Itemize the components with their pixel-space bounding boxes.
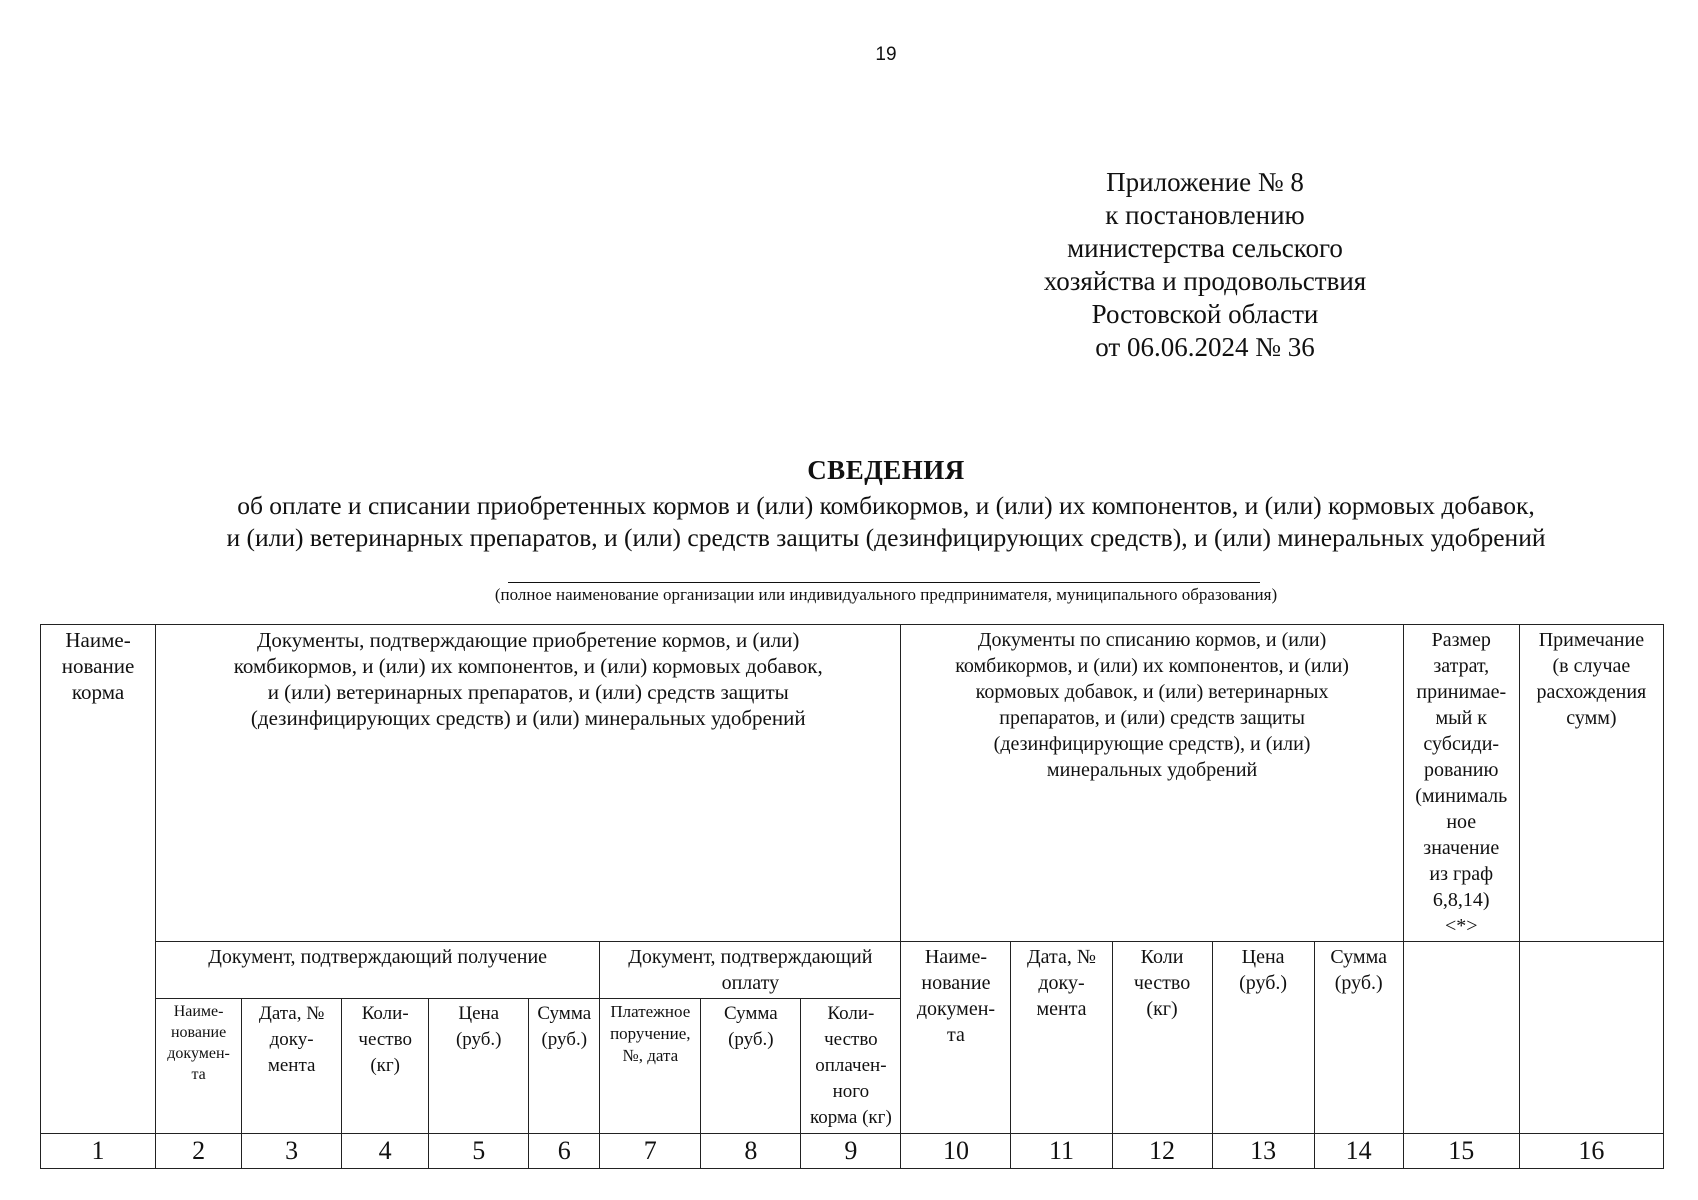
column-number: 3 [242,1134,342,1169]
header-writeoff-quantity: Коли чество (кг) [1112,942,1212,1134]
column-number: 8 [701,1134,801,1169]
header-writeoff-doc-date: Дата, № доку- мента [1011,942,1112,1134]
appendix-block [1010,166,1400,364]
appendix-line: от 06.06.2024 № 36 [1095,332,1315,362]
column-number: 14 [1314,1134,1403,1169]
column-number: 2 [156,1134,242,1169]
header-payment-order: Платежное поручение, №, дата [600,999,701,1134]
appendix-line: Приложение № 8 [1106,167,1304,197]
header-empty-cell [1403,942,1519,1134]
column-number: 15 [1403,1134,1519,1169]
document-subtitle [0,490,1698,554]
subtitle-line-1: об оплате и списании приобретенных кормов и (или) комбикормов, и (или) их компонентов, и (или) кормовых добавок, [237,491,1535,520]
document-title: СВЕДЕНИЯ [807,455,965,485]
header-empty-cell [1519,942,1663,1134]
header-writeoff-documents: Документы по списанию кормов, и (или) комбикормов, и (или) их компонентов, и (или) кормовых добавок, и (или) ветеринарных препаратов, и (или) средств защиты (дезинфицирующие средств), и (или) минеральных удобрений [901,625,1403,942]
report-table [40,624,1664,1169]
column-number: 10 [901,1134,1011,1169]
header-note: Примечание (в случае расхождения сумм) [1519,625,1663,942]
header-feed-name: Наиме- нование корма [41,625,156,1134]
column-number: 4 [342,1134,429,1169]
header-receipt-quantity: Коли- чество (кг) [342,999,429,1134]
column-number: 5 [429,1134,529,1169]
header-receipt-price: Цена (руб.) [429,999,529,1134]
page-number: 19 [875,44,897,65]
header-receipt-doc-date: Дата, № доку- мента [242,999,342,1134]
header-receipt-document: Документ, подтверждающий получение [156,942,600,999]
column-number: 11 [1011,1134,1112,1169]
header-purchase-documents: Документы, подтверждающие приобретение кормов, и (или) комбикормов, и (или) их компонентов, и (или) кормовых добавок, и (или) ветеринарных препаратов, и (или) средств защиты (дезинфицирующих средств) и (или) минеральных удобрений [156,625,901,942]
header-receipt-sum: Сумма (руб.) [529,999,600,1134]
column-number: 7 [600,1134,701,1169]
appendix-line: Ростовской области [1091,299,1319,329]
column-number: 9 [801,1134,901,1169]
column-number: 13 [1212,1134,1314,1169]
organization-name-caption: (полное наименование организации или индивидуального предпринимателя, муниципального образования) [494,585,1278,604]
appendix-line: к постановлению [1105,200,1305,230]
header-subsidy-costs: Размер затрат, принимае- мый к субсиди- рованию (минималь ное значение из граф 6,8,14) <*> [1403,625,1519,942]
column-number: 12 [1112,1134,1212,1169]
header-payment-document: Документ, подтверждающий оплату [600,942,901,999]
appendix-line: министерства сельского [1067,233,1343,263]
appendix-line: хозяйства и продовольствия [1043,266,1367,296]
header-paid-quantity: Коли- чество оплачен- ного корма (кг) [801,999,901,1134]
subtitle-line-2: и (или) ветеринарных препаратов, и (или) средств защиты (дезинфицирующих средств), и (или) минеральных удобрений [226,523,1546,552]
organization-name-line [508,582,1260,583]
column-number: 16 [1519,1134,1663,1169]
header-writeoff-price: Цена (руб.) [1212,942,1314,1134]
header-writeoff-sum: Сумма (руб.) [1314,942,1403,1134]
header-receipt-doc-name: Наиме- нование докумен- та [156,999,242,1134]
header-payment-sum: Сумма (руб.) [701,999,801,1134]
column-number: 6 [529,1134,600,1169]
column-number: 1 [41,1134,156,1169]
header-writeoff-doc-name: Наиме- нование докумен- та [901,942,1011,1134]
